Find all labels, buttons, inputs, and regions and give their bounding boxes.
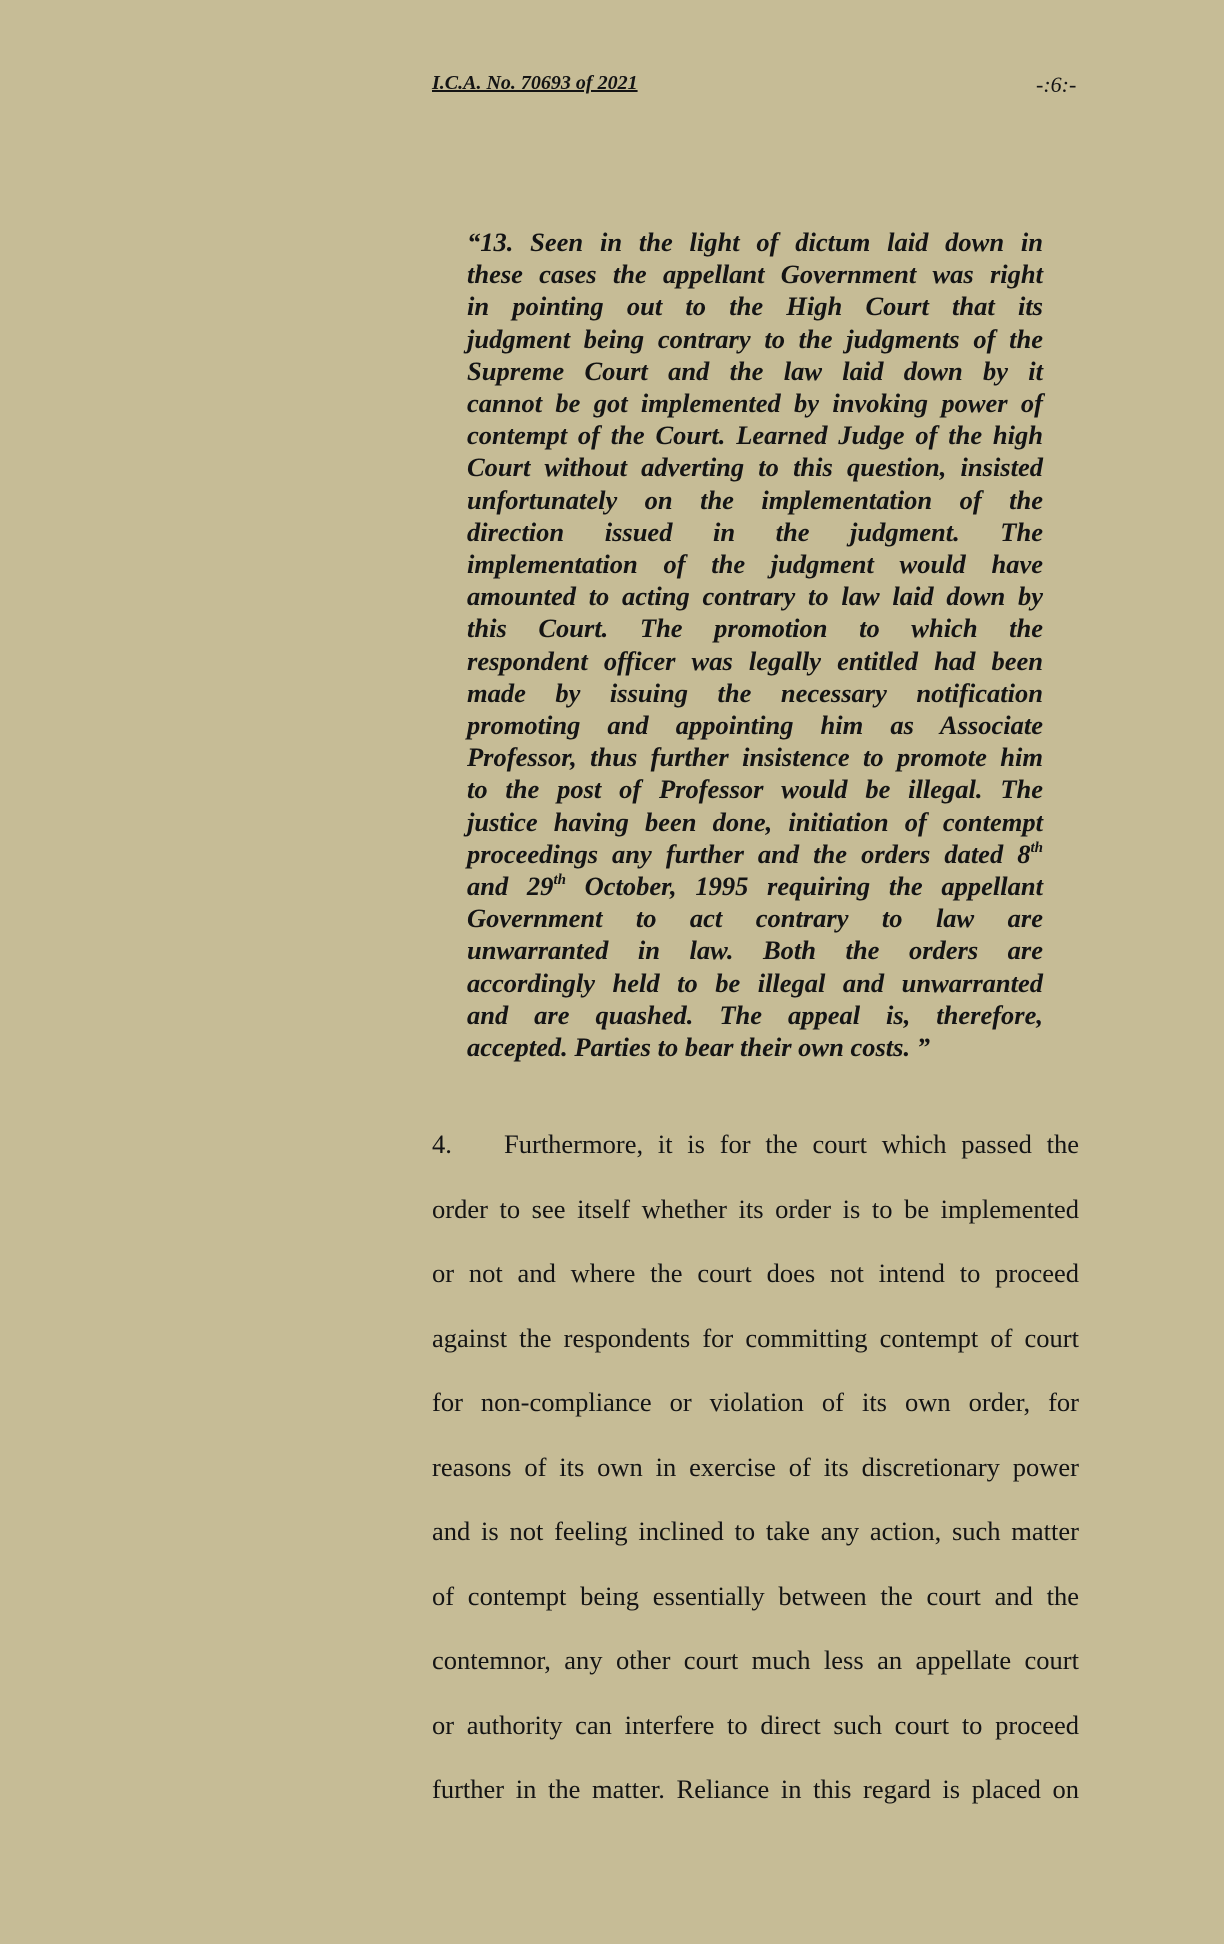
quote-line: implementation of the judgment would have: [467, 549, 1043, 580]
paragraph-line: for non-compliance or violation of its own order, for: [432, 1387, 1079, 1417]
quote-line: Government to act contrary to law are: [467, 903, 1043, 934]
case-number: I.C.A. No. 70693 of 2021: [432, 72, 638, 94]
paragraph-line: reasons of its own in exercise of its discretionary power: [432, 1451, 1079, 1482]
quote-line: cannot be got implemented by invoking power of: [467, 388, 1043, 419]
quoted-judgment-excerpt: [467, 226, 1043, 1063]
paragraph-line: of contempt being essentially between the court and the: [432, 1580, 1079, 1611]
paragraph-line: order to see itself whether its order is to be implemented: [432, 1193, 1079, 1224]
quote-line: [467, 838, 1043, 870]
paragraph-line: and is not feeling inclined to take any action, such matter: [432, 1516, 1079, 1546]
paragraph-text: Furthermore, it is for the court which passed the: [504, 1129, 1079, 1159]
quote-line: unfortunately on the implementation of the: [467, 484, 1043, 515]
quote-line: justice having been done, initiation of contempt: [467, 806, 1043, 837]
quote-line: these cases the appellant Government was right: [467, 259, 1043, 290]
paragraph-line: or not and where the court does not intend to proceed: [432, 1258, 1079, 1288]
quote-line: accordingly held to be illegal and unwarranted: [467, 967, 1043, 998]
quote-line: unwarranted in law. Both the orders are: [467, 935, 1043, 966]
quote-line: [467, 870, 1043, 902]
quote-text: proceedings any further and the orders dated 8: [467, 838, 1031, 869]
page-number: -:6:-: [1036, 72, 1077, 97]
quote-line: amounted to acting contrary to law laid down by: [467, 581, 1043, 612]
paragraph-line: [432, 1112, 1079, 1177]
paragraph-number: 4.: [432, 1129, 452, 1159]
quote-line: Supreme Court and the law laid down by it: [467, 355, 1043, 386]
ordinal-suffix: th: [553, 872, 566, 889]
quote-line: Professor, thus further insistence to promote him: [467, 742, 1043, 773]
quote-text: October, 1995 requiring the appellant: [565, 871, 1043, 902]
quote-line: in pointing out to the High Court that its: [467, 291, 1043, 322]
quote-line: respondent officer was legally entitled had been: [467, 645, 1043, 676]
quote-line: “13. Seen in the light of dictum laid down in: [467, 227, 1043, 257]
paragraph-line: contemnor, any other court much less an appellate court: [432, 1645, 1079, 1675]
quote-line: accepted. Parties to bear their own costs. ”: [467, 1032, 930, 1063]
quote-line: to the post of Professor would be illegal. The: [467, 774, 1043, 805]
ordinal-suffix: th: [1030, 839, 1043, 856]
quote-line: contempt of the Court. Learned Judge of the high: [467, 420, 1043, 451]
quote-line: direction issued in the judgment. The: [467, 516, 1043, 547]
quote-line: this Court. The promotion to which the: [467, 613, 1043, 644]
quote-line: judgment being contrary to the judgments of the: [467, 323, 1043, 354]
quote-line: Court without adverting to this question, insisted: [467, 452, 1043, 483]
paragraph-line: against the respondents for committing contempt of court: [432, 1322, 1079, 1353]
paragraph-4: [432, 1112, 1079, 1822]
quote-line: made by issuing the necessary notification: [467, 677, 1043, 708]
quote-line: promoting and appointing him as Associate: [467, 710, 1043, 741]
quote-text: and 29: [467, 871, 554, 902]
paragraph-line: further in the matter. Reliance in this regard is placed on: [432, 1774, 1079, 1804]
quote-line: and are quashed. The appeal is, therefore,: [467, 999, 1043, 1030]
paragraph-line: or authority can interfere to direct such court to proceed: [432, 1709, 1079, 1740]
